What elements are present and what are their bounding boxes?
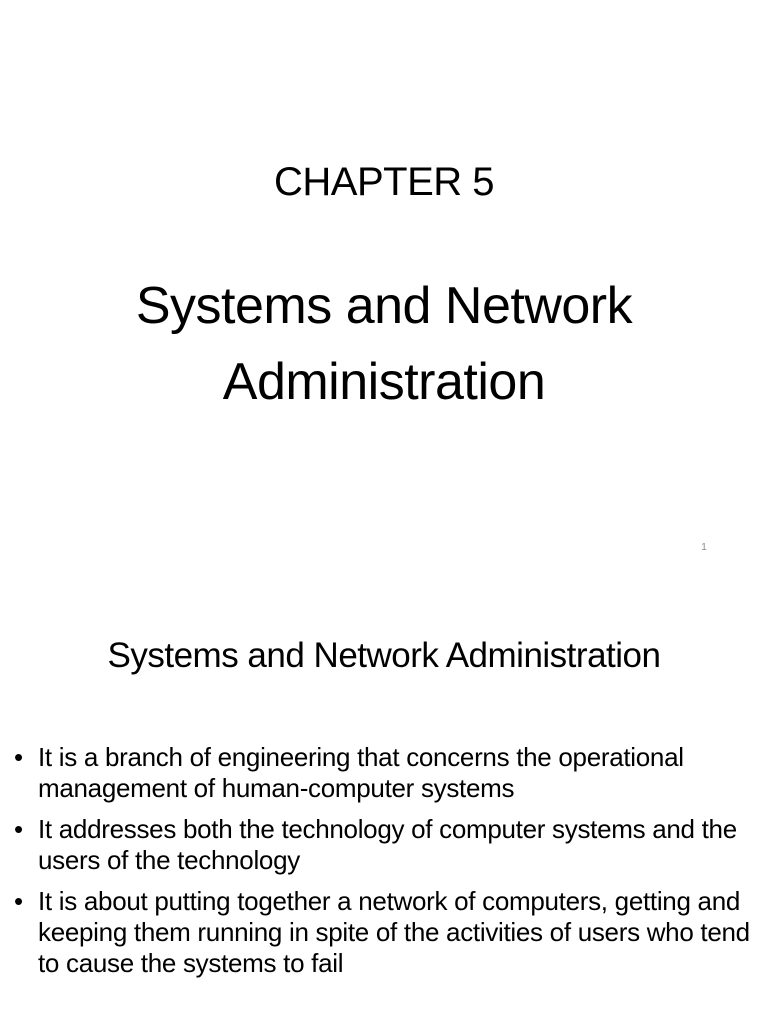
bullet-item: [14, 886, 754, 979]
bullet-text: It addresses both the technology of computer systems and the users of the technology: [38, 814, 737, 875]
bullet-item: [14, 814, 754, 876]
bullet-list: [14, 742, 754, 989]
slide-page-number: 1: [701, 542, 707, 553]
bullet-text: It is a branch of engineering that concerns the operational management of human-computer systems: [38, 742, 684, 803]
bullet-marker: •: [14, 742, 23, 772]
bullet-marker: •: [14, 814, 23, 844]
slide-title-line-1: Systems and Network: [135, 277, 633, 335]
bullet-text: It is about putting together a network of computers, getting and keeping them running in spite of the activities of users who tend to cause the systems to fail: [38, 886, 750, 978]
content-slide-title: Systems and Network Administration: [107, 636, 661, 675]
bullet-item: [14, 742, 754, 804]
chapter-label: CHAPTER 5: [274, 160, 494, 204]
bullet-marker: •: [14, 886, 23, 916]
slide-title: [0, 268, 768, 420]
content-slide: [0, 576, 768, 1024]
slide-title-line-2: Administration: [222, 353, 546, 411]
